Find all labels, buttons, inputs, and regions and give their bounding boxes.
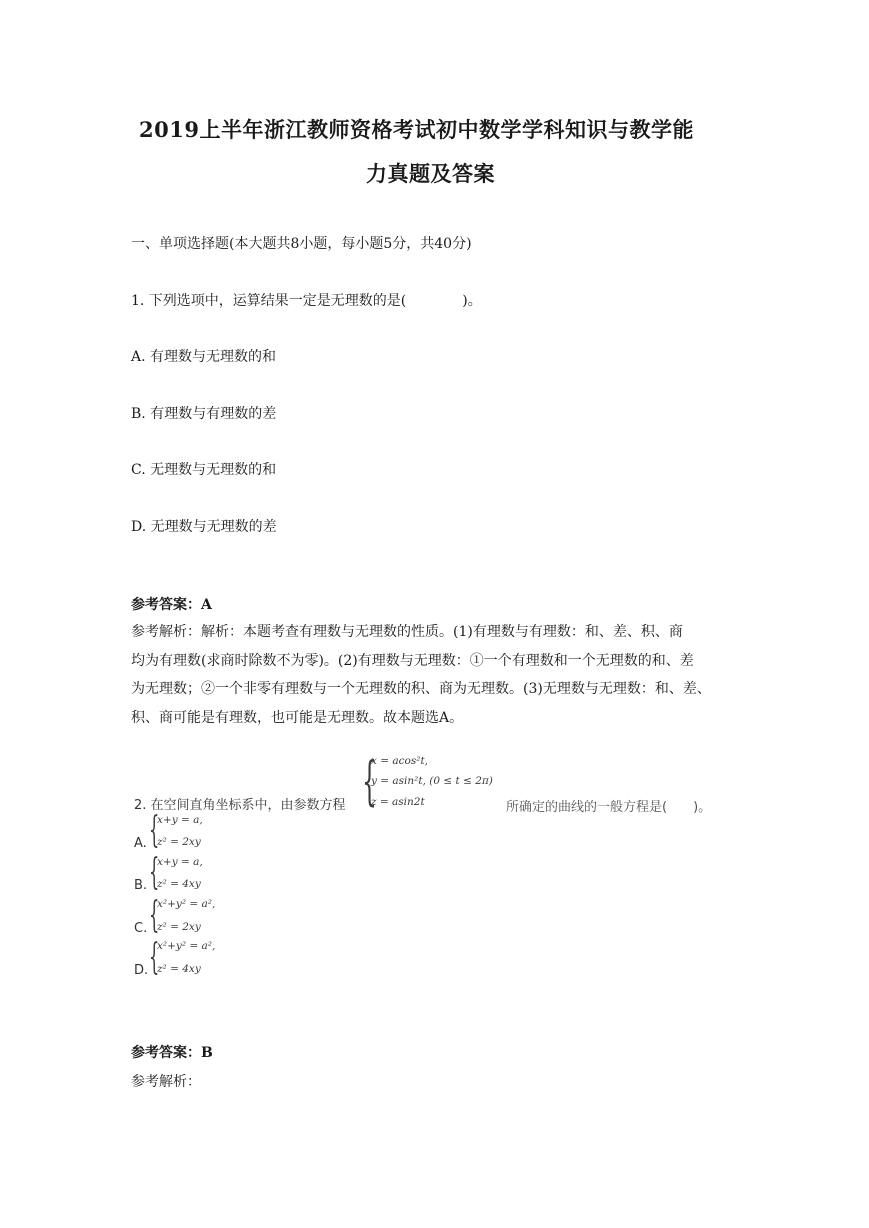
page-title: 2019上半年浙江教师资格考试初中数学学科知识与教学能 [139, 117, 694, 142]
option-a-eq2: z² = 2xy [157, 836, 201, 848]
question-1-answer: 参考答案：A [131, 597, 212, 613]
option-c-eq2: z² = 2xy [157, 921, 201, 933]
option-a-brace: { [149, 810, 160, 851]
page-title-line2: 力真题及答案 [366, 161, 495, 186]
question-1-option-b: B. 有理数与有理数的差 [131, 406, 277, 422]
question-1-analysis [131, 618, 743, 732]
option-c-brace: { [149, 895, 160, 936]
question-2-stem-prefix: 2. 在空间直角坐标系中，由参数方程 [134, 798, 346, 813]
option-b-brace: { [149, 852, 160, 893]
option-d-brace: { [149, 937, 160, 978]
option-a-eq1: x+y = a, [157, 814, 203, 826]
option-d-eq2: z² = 4xy [157, 963, 201, 975]
question-2-option-c-label: C. [134, 921, 148, 936]
param-eq-z: z = asin2t [371, 796, 425, 808]
question-2-analysis-label: 参考解析： [131, 1074, 201, 1090]
question-2-option-a-label: A. [134, 836, 147, 851]
question-1-option-a: A. 有理数与无理数的和 [131, 349, 277, 365]
question-1-option-c: C. 无理数与无理数的和 [131, 462, 277, 478]
section-header: 一、单项选择题(本大题共8小题，每小题5分，共40分) [131, 236, 472, 252]
question-1-option-d: D. 无理数与无理数的差 [131, 519, 277, 535]
option-d-eq1: x²+y² = a², [157, 940, 216, 952]
analysis-line: 为无理数；②一个非零有理数与一个无理数的积、商为无理数。(3)无理数与无理数：和、差、 [131, 681, 711, 697]
option-b-eq1: x+y = a, [157, 856, 203, 868]
analysis-line: 参考解析：解析：本题考查有理数与无理数的性质。(1)有理数与有理数：和、差、积、商 [131, 624, 683, 640]
question-2-option-b-label: B. [134, 878, 148, 893]
question-2-option-d-label: D. [134, 963, 149, 978]
option-b-eq2: z² = 4xy [157, 878, 201, 890]
param-eq-x: x = acos²t, [371, 755, 429, 767]
option-c-eq1: x²+y² = a², [157, 898, 216, 910]
analysis-line: 积、商可能是有理数，也可能是无理数。故本题选A。 [131, 709, 464, 726]
question-2-stem-suffix: 所确定的曲线的一般方程是( )。 [506, 800, 712, 815]
param-brace: { [362, 752, 377, 812]
question-2-answer: 参考答案：B [131, 1045, 213, 1061]
question-1-stem: 1. 下列选项中，运算结果一定是无理数的是( )。 [131, 293, 482, 309]
analysis-line: 均为有理数(求商时除数不为零)。(2)有理数与无理数：①一个有理数和一个无理数的和、差 [131, 652, 694, 669]
param-eq-y: y = asin²t, (0 ≤ t ≤ 2π) [371, 775, 493, 787]
